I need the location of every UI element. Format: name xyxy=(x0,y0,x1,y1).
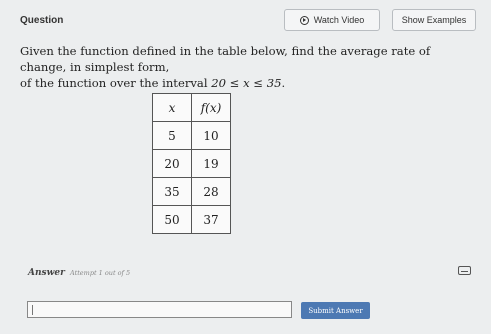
prompt-line-1: Given the function defined in the table below, find the average rate of change, in simplest form, xyxy=(20,44,431,74)
play-circle-icon xyxy=(300,16,309,25)
text-cursor xyxy=(32,305,33,315)
keyboard-icon[interactable] xyxy=(458,266,471,275)
cell-fx: 28 xyxy=(192,178,231,206)
cell-x: 20 xyxy=(153,150,192,178)
watch-video-label: Watch Video xyxy=(313,15,365,25)
attempt-counter: Attempt 1 out of 5 xyxy=(70,269,131,277)
table-row xyxy=(153,178,231,206)
function-table xyxy=(152,93,231,234)
answer-label: Answer xyxy=(28,268,65,278)
table-header-row xyxy=(153,94,231,122)
cell-fx: 10 xyxy=(192,122,231,150)
question-label: Question xyxy=(20,15,64,26)
cell-fx: 37 xyxy=(192,206,231,234)
table-row xyxy=(153,206,231,234)
cell-x: 50 xyxy=(153,206,192,234)
header-x: x xyxy=(153,94,192,122)
prompt-line-2-prefix: of the function over the interval xyxy=(20,76,212,90)
question-prompt xyxy=(20,43,480,91)
show-examples-button[interactable] xyxy=(392,9,476,31)
prompt-line-2-suffix: . xyxy=(281,76,286,90)
table-row xyxy=(153,150,231,178)
cell-fx: 19 xyxy=(192,150,231,178)
interval-math: 20 ≤ x ≤ 35 xyxy=(211,76,282,90)
table-row xyxy=(153,122,231,150)
cell-x: 35 xyxy=(153,178,192,206)
submit-answer-button[interactable]: Submit Answer xyxy=(301,302,370,319)
show-examples-label: Show Examples xyxy=(401,15,467,25)
watch-video-button[interactable] xyxy=(284,9,380,31)
cell-x: 5 xyxy=(153,122,192,150)
header-fx: f(x) xyxy=(192,94,231,122)
answer-input[interactable] xyxy=(27,301,292,318)
